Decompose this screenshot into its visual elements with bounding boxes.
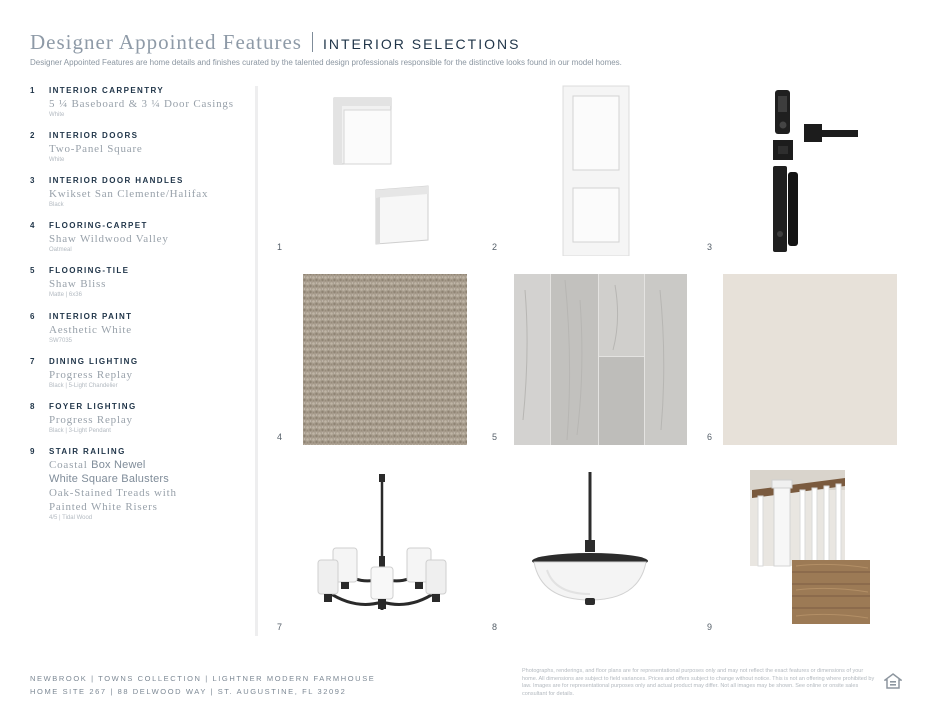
selection-item-7 <box>30 357 245 402</box>
title-divider <box>312 32 313 52</box>
selection-number: 7 <box>30 357 36 366</box>
selection-item-2 <box>30 131 245 176</box>
selection-detail: Matte | 6x36 <box>49 292 82 298</box>
selection-heading: DINING LIGHTING <box>49 357 139 366</box>
selection-detail: 4/5 | Tidal Wood <box>49 515 93 521</box>
selection-number: 1 <box>30 86 36 95</box>
selection-name-line: White Square Balusters <box>49 473 169 485</box>
intro-text: Designer Appointed Features are home details and finishes curated by the talented design professionals responsible for the distinctive looks found in our model homes. <box>30 58 622 67</box>
selection-item-9 <box>30 447 245 522</box>
selection-detail: Black | 5-Light Chandelier <box>49 383 118 389</box>
selection-item-3 <box>30 176 245 221</box>
selection-heading: INTERIOR PAINT <box>49 312 133 321</box>
selection-heading: FLOORING-TILE <box>49 266 130 275</box>
selection-heading: FOYER LIGHTING <box>49 402 137 411</box>
image-number: 1 <box>277 242 283 252</box>
image-cell-2 <box>485 80 690 256</box>
selection-number: 2 <box>30 131 36 140</box>
selection-detail: Black <box>49 202 64 208</box>
selection-number: 6 <box>30 312 36 321</box>
selection-heading: INTERIOR CARPENTRY <box>49 86 165 95</box>
image-number: 8 <box>492 622 498 632</box>
image-cell-4 <box>270 270 475 446</box>
selection-number: 8 <box>30 402 36 411</box>
selection-item-1 <box>30 86 245 131</box>
carpet-swatch-image <box>270 270 475 446</box>
selection-item-4 <box>30 221 245 266</box>
paint-swatch-image <box>700 270 905 446</box>
selection-name: Progress Replay <box>49 414 133 426</box>
image-number: 4 <box>277 432 283 442</box>
selection-name-emphasis: Box Newel <box>91 459 146 471</box>
selection-item-5 <box>30 266 245 312</box>
selection-name: Kwikset San Clemente/Halifax <box>49 188 209 200</box>
image-number: 7 <box>277 622 283 632</box>
selection-heading: STAIR RAILING <box>49 447 126 456</box>
selection-number: 9 <box>30 447 36 456</box>
image-number: 5 <box>492 432 498 442</box>
selection-detail: Oatmeal <box>49 247 72 253</box>
baseboard-casing-image <box>270 80 475 256</box>
page-header <box>30 30 912 55</box>
equal-housing-icon <box>884 672 902 690</box>
door-handle-image <box>700 80 905 256</box>
selection-number: 4 <box>30 221 36 230</box>
selection-heading: FLOORING-CARPET <box>49 221 148 230</box>
page-subtitle: INTERIOR SELECTIONS <box>322 36 521 52</box>
selection-name: Shaw Bliss <box>49 278 107 290</box>
selection-name: 5 ¼ Baseboard & 3 ¼ Door Casings <box>49 98 234 110</box>
selection-image-grid <box>270 80 920 640</box>
footer-community: NEWBROOK | TOWNS COLLECTION | LIGHTNER MODERN FARMHOUSE <box>30 674 376 683</box>
selection-heading: INTERIOR DOORS <box>49 131 139 140</box>
selection-number: 3 <box>30 176 36 185</box>
image-cell-5 <box>485 270 690 446</box>
image-cell-1 <box>270 80 475 256</box>
selection-detail: White <box>49 157 65 163</box>
selections-list <box>30 86 245 522</box>
footer-address <box>30 672 375 698</box>
selection-detail: Black | 3-Light Pendant <box>49 428 111 434</box>
selection-name-line: Oak-Stained Treads with <box>49 487 177 499</box>
pendant-image <box>485 460 690 636</box>
selection-item-6 <box>30 312 245 357</box>
selection-heading: INTERIOR DOOR HANDLES <box>49 176 184 185</box>
image-number: 6 <box>707 432 713 442</box>
image-cell-8 <box>485 460 690 636</box>
chandelier-image <box>270 460 475 636</box>
image-cell-3 <box>700 80 905 256</box>
selection-name <box>49 458 245 472</box>
column-divider <box>255 86 258 636</box>
tile-swatch-image <box>485 270 690 446</box>
image-cell-9 <box>700 460 905 636</box>
page-title: Designer Appointed Features <box>30 30 302 54</box>
selection-name: Progress Replay <box>49 369 133 381</box>
image-number: 2 <box>492 242 498 252</box>
selection-number: 5 <box>30 266 36 275</box>
selection-name: Shaw Wildwood Valley <box>49 233 169 245</box>
two-panel-door-image <box>485 80 690 256</box>
selection-detail: SW7035 <box>49 338 73 344</box>
stair-railing-image <box>700 460 905 636</box>
image-number: 3 <box>707 242 713 252</box>
selection-name: Aesthetic White <box>49 324 132 336</box>
selection-item-8 <box>30 402 245 447</box>
image-cell-6 <box>700 270 905 446</box>
selection-name-part: Coastal <box>49 459 88 471</box>
image-cell-7 <box>270 460 475 636</box>
selection-name-line: Painted White Risers <box>49 501 158 513</box>
footer-disclaimer: Photographs, renderings, and floor plans are for representational purposes only and may not reflect the exact features or dimensions of your home. All dimensions are subject to field variances. Prices and offers subject to change without notice. This is not an offering where prohibited by law. Images are for representational purposes only and actual product may differ. Not all images may be shown. See online or onsite sales consultant for details. <box>522 668 875 697</box>
footer-homesite: HOME SITE 267 | 88 DELWOOD WAY | ST. AUGUSTINE, FL 32092 <box>30 687 347 696</box>
selection-name: Two-Panel Square <box>49 143 143 155</box>
selection-detail: White <box>49 112 65 118</box>
image-number: 9 <box>707 622 713 632</box>
